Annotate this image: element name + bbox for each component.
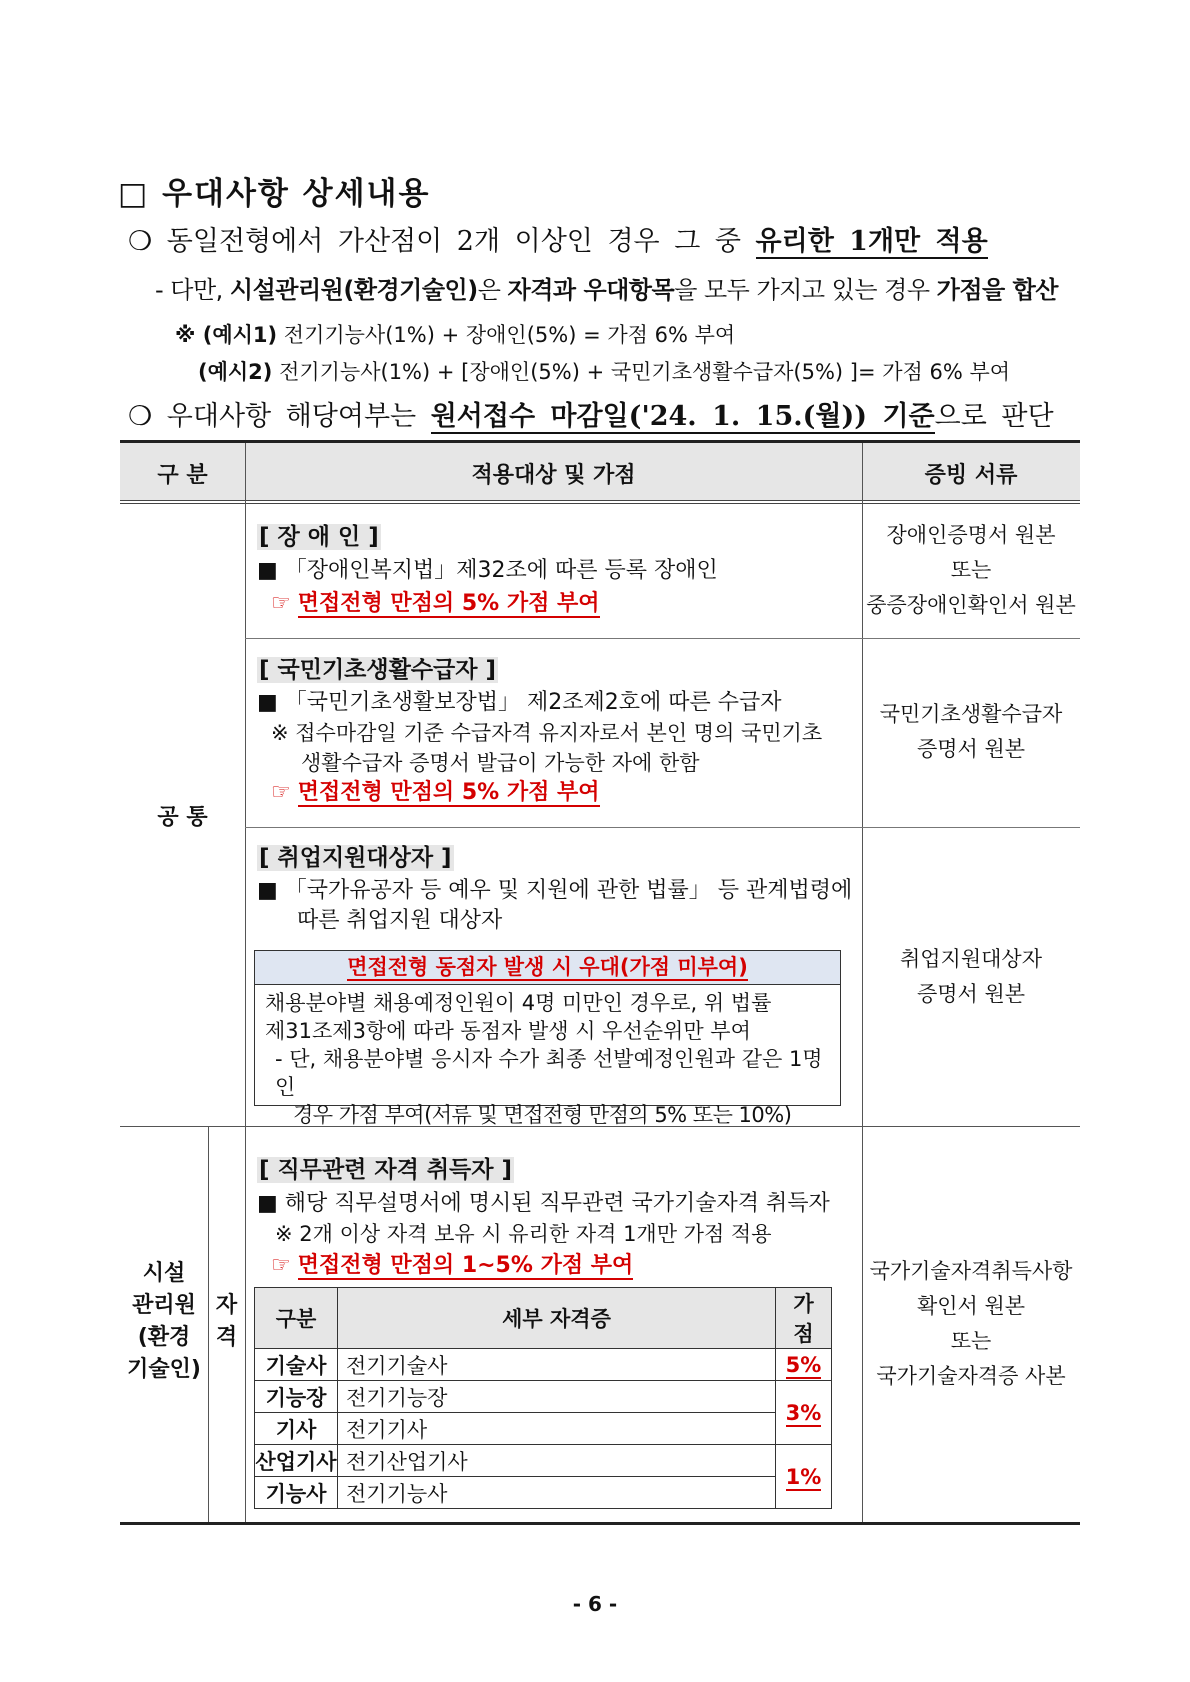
rule-line-three: ❍ 우대사항 해당여부는 원서접수 마감일('24. 1. 15.(월)) 기준으로 판단 (128, 401, 1054, 432)
employment-documents: 취업지원대상자 증명서 원본 (899, 947, 1042, 1006)
category-facility: 시설 관리원 (환경 기술인) (127, 1261, 201, 1382)
table-row: 기능사 전기기능사 (255, 1477, 832, 1509)
column-divider (245, 443, 246, 1522)
table-bottom-border (120, 1522, 1080, 1525)
rule-line-two: - 다만, 시설관리원(환경기술인)은 자격과 우대항목을 모두 가지고 있는 경우 가점을 합산 (155, 276, 1058, 304)
row-divider (245, 638, 1080, 639)
page-title: □ 우대사항 상세내용 (118, 176, 431, 212)
rule-line-one: ❍ 동일전형에서 가산점이 2개 이상인 경우 그 중 유리한 1개만 적용 (128, 226, 988, 257)
category-common: 공 통 (157, 805, 208, 830)
example-two: (예시2) 전기기능사(1%) + [장애인(5%) + 국민기초생활수급자(5%) ]= 가점 6% 부여 (198, 360, 1011, 384)
disabled-section: [ 장 애 인 ] ■ 「장애인복지법」제32조에 따른 등록 장애인 ☞ 면접전형 만점의 5% 가점 부여 (257, 524, 718, 616)
employment-support-section: [ 취업지원대상자 ] ■ 「국가유공자 등 예우 및 지원에 관한 법률」 등 관계법령에 따른 취업지원 대상자 (257, 845, 853, 933)
basic-livelihood-section: [ 국민기초생활수급자 ] ■ 「국민기초생활보장법」 제2조제2호에 따른 수급자 ※ 접수마감일 기준 수급자격 유지자로서 본인 명의 국민기초 생활수급자 증명서 발급이 가능한 자에 한함 ☞ 면접전형 만점의 5% 가점 부여 (257, 657, 823, 805)
subcategory-qualification: 자 격 (215, 1293, 238, 1350)
header-divider-b (120, 503, 1080, 504)
qualification-documents: 국가기술자격취득사항 확인서 원본 또는 국가기술자격증 사본 (869, 1259, 1073, 1388)
points-value: 5% (785, 1352, 822, 1377)
header-divider-a (120, 500, 1080, 501)
header-documents: 증빙 서류 (924, 463, 1018, 488)
qualification-points-table (254, 1287, 832, 1509)
qual-header-points: 가점 (776, 1288, 832, 1349)
points-value: 1% (785, 1464, 822, 1489)
table-row: 기술사 전기기술사 5% (255, 1349, 832, 1381)
example-one: ※ (예시1) 전기기능사(1%) + 장애인(5%) = 가점 6% 부여 (175, 323, 736, 347)
table-row: 산업기사 전기산업기사 1% (255, 1445, 832, 1477)
tiebreak-box: 면접전형 동점자 발생 시 우대(가점 미부여) 채용분야별 채용예정인원이 4명 미만인 경우로, 위 법률 제31조제3항에 따라 동점자 발생 시 우선순위만 부여 - 단, 채용분야별 응시자 수가 최종 선발예정인원과 같은 1명인 경우 가점 부여(서류 및 면접전형 만점의 5% 또는 10%) (254, 950, 841, 1106)
header-category: 구 분 (157, 463, 208, 488)
row-divider (245, 827, 1080, 828)
points-value: 3% (785, 1400, 822, 1425)
table-row: 기능장 전기기능장 3% (255, 1381, 832, 1413)
header-target: 적용대상 및 가점 (471, 463, 636, 488)
table-row: 기사 전기기사 (255, 1413, 832, 1445)
qual-header-kind: 구분 (255, 1288, 338, 1349)
qual-header-cert: 세부 자격증 (338, 1288, 776, 1349)
basic-livelihood-documents: 국민기초생활수급자 증명서 원본 (879, 702, 1063, 761)
page-number: - 6 - (572, 1592, 618, 1616)
qualification-section: [ 직무관련 자격 취득자 ] ■ 해당 직무설명서에 명시된 직무관련 국가기술자격 취득자 ※ 2개 이상 자격 보유 시 유리한 자격 1개만 가점 적용 ☞ 면접전형 만점의 1~5% 가점 부여 (257, 1157, 830, 1278)
disabled-documents: 장애인증명서 원본 또는 중증장애인확인서 원본 (866, 523, 1076, 617)
